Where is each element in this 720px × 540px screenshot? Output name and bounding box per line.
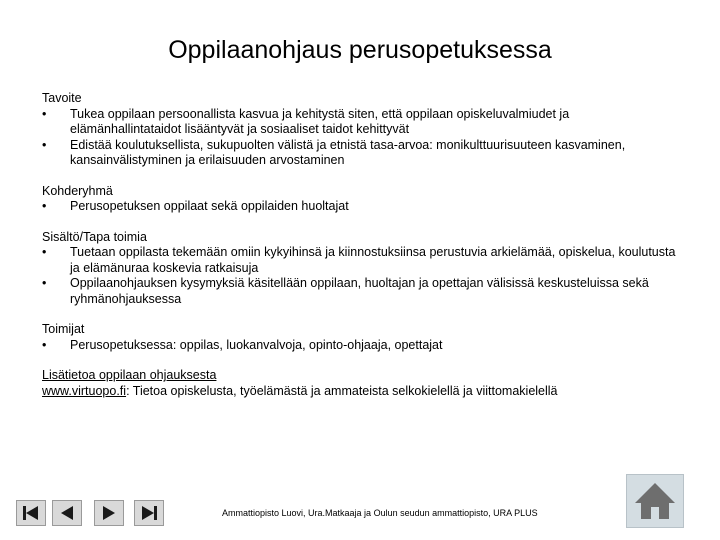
next-icon xyxy=(95,501,123,525)
home-button[interactable] xyxy=(626,474,684,528)
bullet-dot: • xyxy=(42,245,47,259)
footer-text: Ammattiopisto Luovi, Ura.Matkaaja ja Oulun seudun ammattiopisto, URA PLUS xyxy=(222,508,538,518)
bullet-item xyxy=(42,138,682,169)
bullet-item xyxy=(42,107,682,138)
section-sisalto xyxy=(42,230,682,308)
bullet-item xyxy=(42,338,682,354)
section-heading: Tavoite xyxy=(42,91,82,105)
slide-content xyxy=(42,91,682,399)
bullet-dot: • xyxy=(42,199,47,213)
previous-slide-button[interactable] xyxy=(52,500,82,526)
section-heading: Kohderyhmä xyxy=(42,183,113,198)
more-info-link[interactable]: Lisätietoa oppilaan ohjauksesta xyxy=(42,368,217,382)
first-icon xyxy=(17,501,45,525)
bullet-dot: • xyxy=(42,137,47,152)
home-icon xyxy=(627,475,683,527)
bullet-item xyxy=(42,245,682,276)
first-slide-button[interactable] xyxy=(16,500,46,526)
bullet-dot: • xyxy=(42,276,47,290)
bullet-dot: • xyxy=(42,337,47,352)
bullet-text: Edistää koulutuksellista, sukupuolten välistä ja etnistä tasa-arvoa: monikulttuurisuuteen kasvaminen, kansainvälistyminen ja erilaisuuden arvostaminen xyxy=(70,137,626,167)
bullet-text: Tuetaan oppilasta tekemään omiin kykyihinsä ja kiinnostuksiinsa perustuvia arkielämää, opiskelua, koulutusta ja elämänuraa koskevia ratkaisuja xyxy=(70,245,676,275)
bullet-text: Perusopetuksen oppilaat sekä oppilaiden huoltajat xyxy=(70,199,349,213)
section-heading: Toimijat xyxy=(42,322,85,336)
section-kohderyhma xyxy=(42,184,682,215)
section-heading: Sisältö/Tapa toimia xyxy=(42,229,147,244)
bullet-item xyxy=(42,276,682,307)
section-toimijat xyxy=(42,322,682,353)
bullet-text: Tukea oppilaan persoonallista kasvua ja kehitystä siten, että oppilaan opiskeluvalmiudet ja elämänhallintataidot lisääntyvät ja sosiaaliset taidot kehittyvät xyxy=(70,106,570,136)
links-block xyxy=(42,368,682,399)
last-icon xyxy=(135,501,163,525)
last-slide-button[interactable] xyxy=(134,500,164,526)
slide-title: Oppilaanohjaus perusopetuksessa xyxy=(168,36,552,64)
section-tavoite xyxy=(42,91,682,169)
virtuopo-link[interactable]: www.virtuopo.fi xyxy=(42,383,127,398)
next-slide-button[interactable] xyxy=(94,500,124,526)
previous-icon xyxy=(53,501,81,525)
bullet-text: Oppilaanohjauksen kysymyksiä käsitellään oppilaan, huoltajan ja opettajan välisissä keskusteluissa sekä ryhmänohjauksessa xyxy=(70,276,649,306)
site-description: : Tietoa opiskelusta, työelämästä ja ammateista selkokielellä ja viittomakielellä xyxy=(126,383,558,398)
bullet-text: Perusopetuksessa: oppilas, luokanvalvoja, opinto-ohjaaja, opettajat xyxy=(70,337,443,352)
bullet-dot: • xyxy=(42,106,47,121)
bullet-item xyxy=(42,199,682,215)
